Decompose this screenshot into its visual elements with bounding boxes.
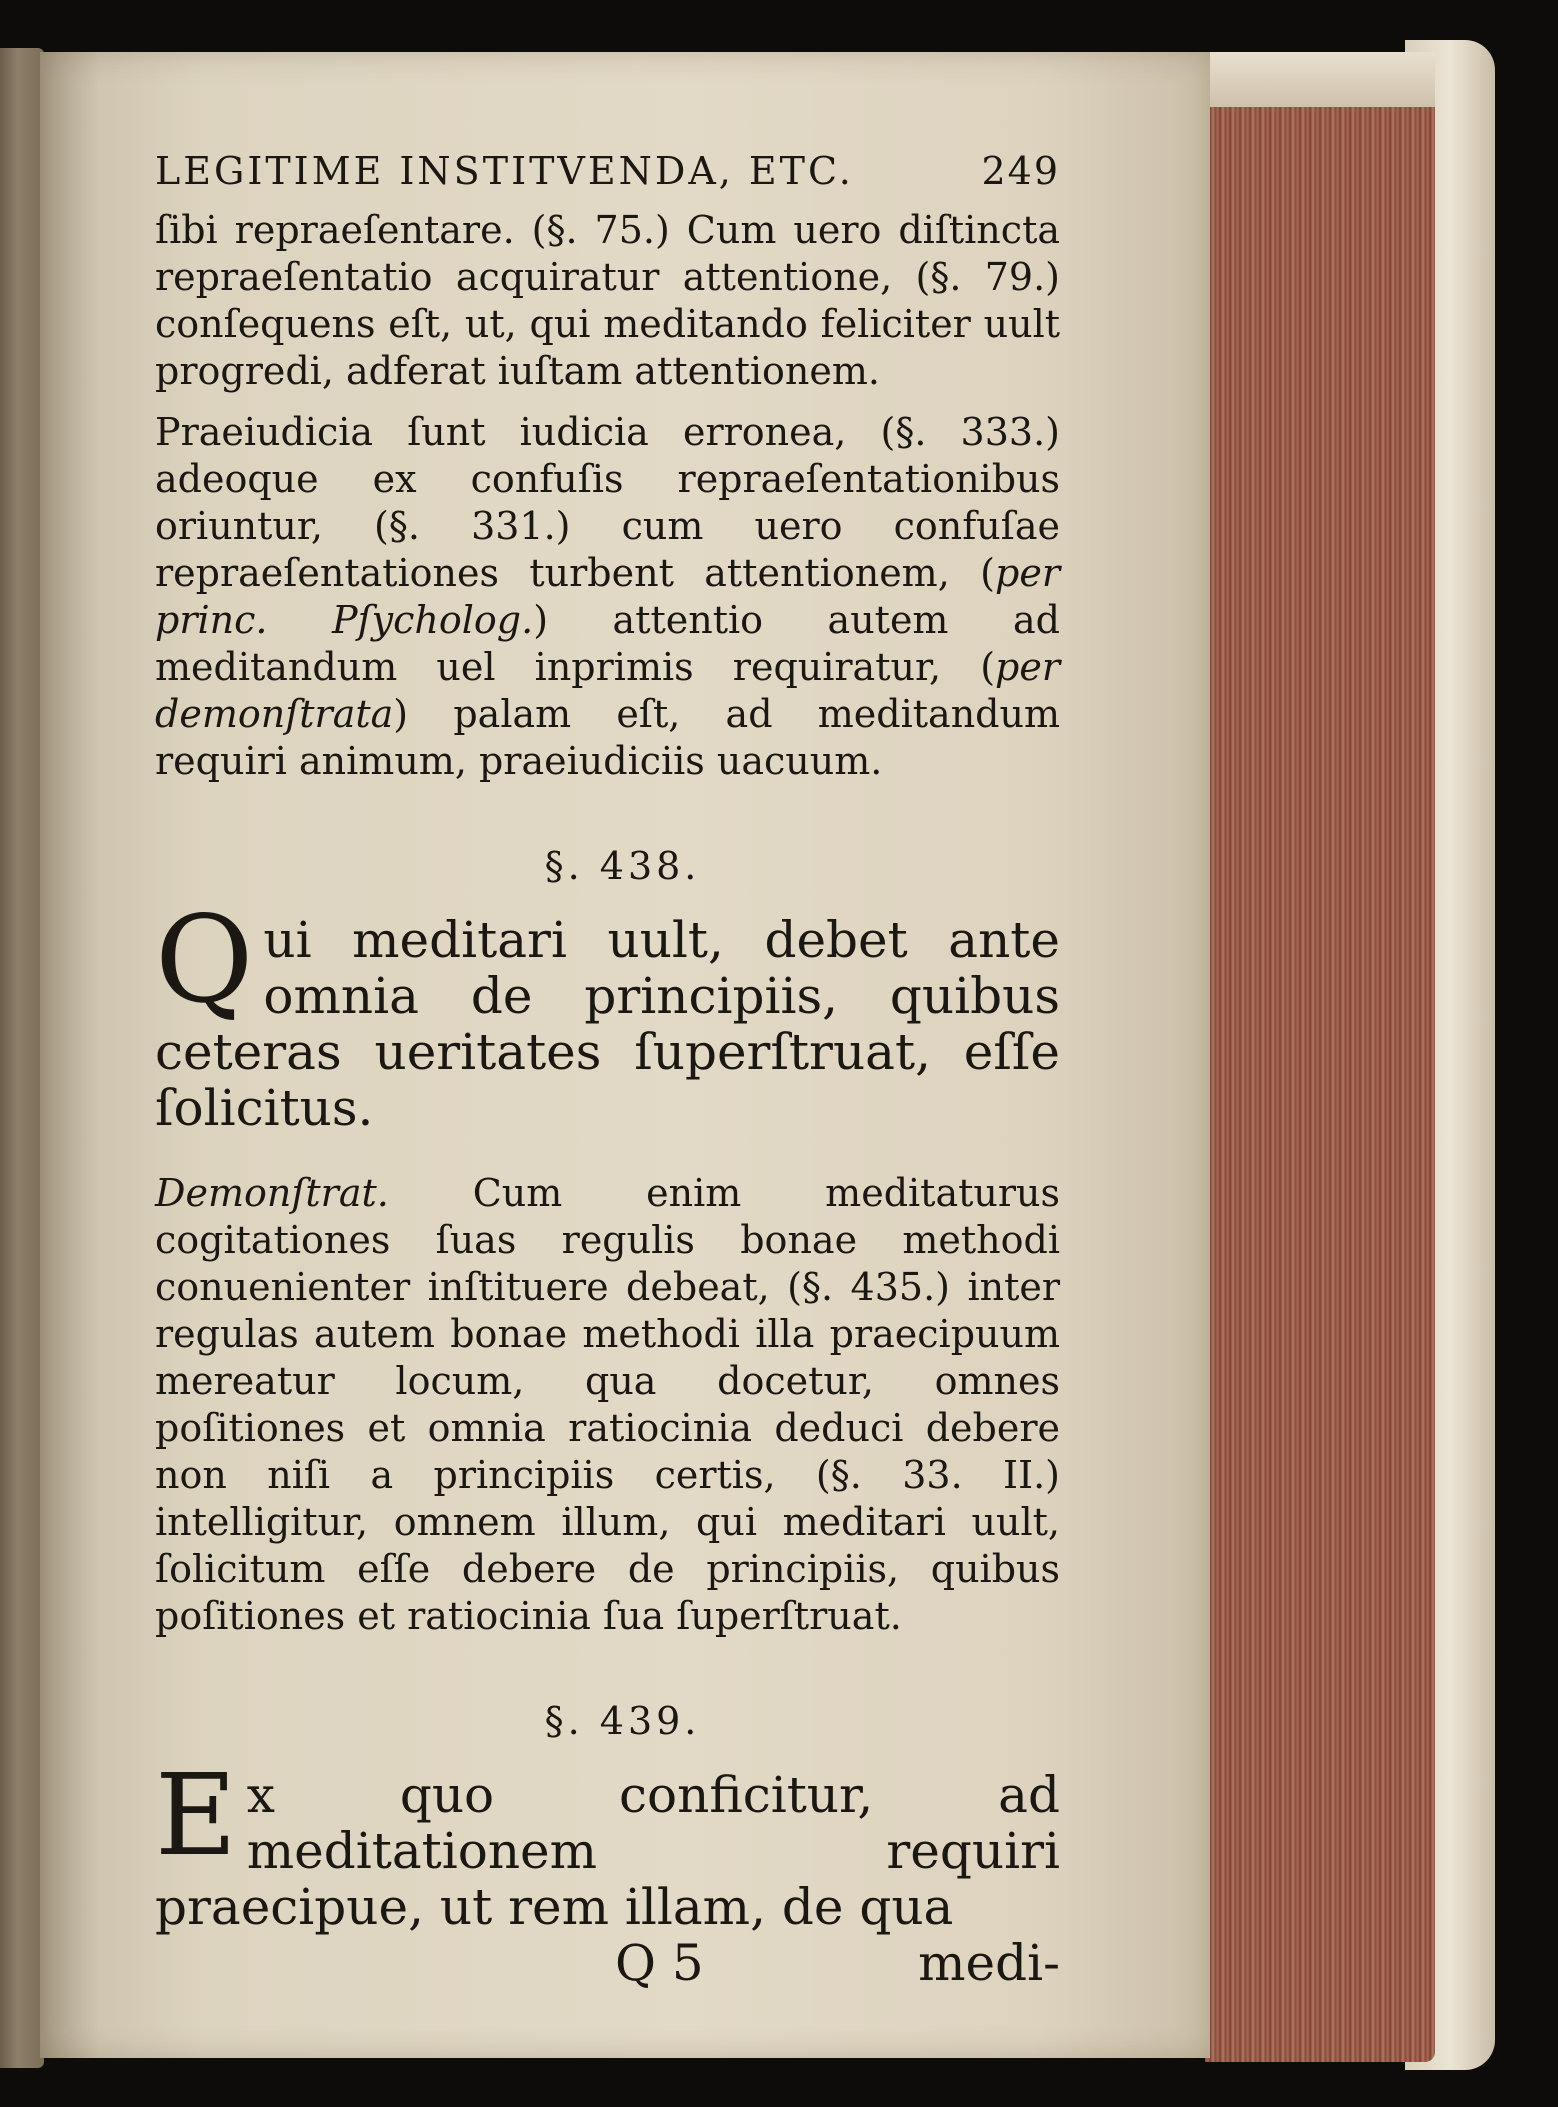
section-438-number: §. 438. — [544, 844, 701, 888]
paragraph-2-italic-b: per demonſtrata — [155, 645, 1060, 736]
facing-page-edge — [0, 48, 44, 2068]
paragraph-2-part-a: Praeiudicia ſunt iudicia erronea, (§. 333.) adeoque ex confuſis repraeſentationibus oriuntur, (§. 331.) cum uero confuſae repraeſentationes turbent attentionem, ( — [155, 410, 1060, 595]
dropcap-q: Q — [155, 891, 254, 1030]
catchword: medi- — [918, 1934, 1060, 1992]
signature-mark: Q 5 — [615, 1934, 704, 1992]
running-head — [155, 148, 1060, 195]
demonstration-paragraph — [155, 1170, 1060, 1640]
demonstration-label: Demonſtrat. — [155, 1171, 389, 1215]
paragraph-1: ſibi repraeſentare. (§. 75.) Cum uero diſtincta repraeſentatio acquiratur attentione, (§. 79.) conſequens eſt, ut, qui meditando feliciter uult progredi, adferat iuſtam attentionem. — [155, 208, 1060, 393]
demonstration-text: Cum enim meditaturus cogitationes ſuas regulis bonae methodi conuenienter inſtituere debeat, (§. 435.) inter regulas autem bonae methodi illa praecipuum mereatur locum, qua docetur, omnes poſitiones et omnia ratiocinia deduci debere non niſi a principiis certis, (§. 33. II.) intelligitur, omnem illum, qui meditari uult, ſolicitum eſſe debere de principiis, quibus poſitiones et ratiocinia ſua ſuperſtruat. — [155, 1171, 1060, 1638]
dropcap-e: E — [155, 1751, 237, 1881]
paragraph-2-part-b: ) attentio autem ad meditandum uel inprimis requiratur, ( — [155, 598, 1060, 689]
section-439-number: §. 439. — [544, 1699, 701, 1743]
running-head-title: LEGITIME INSTITVENDA, ETC. — [155, 149, 854, 193]
section-439-statement — [155, 1751, 1060, 1936]
paragraph-2 — [155, 409, 1060, 785]
page-text — [155, 148, 1060, 1991]
section-439-text: x quo conficitur, ad meditationem requiri praecipue, ut rem illam, de qua — [155, 1766, 1060, 1936]
page-number: 249 — [981, 149, 1060, 193]
page-footer — [155, 1935, 1060, 1991]
section-438-text: ui meditari uult, debet ante omnia de principiis, quibus ceteras ueritates ſuperſtruat, eſſe ſolicitus. — [155, 911, 1060, 1137]
section-438-statement — [155, 891, 1060, 1137]
paragraph-2-part-c: ) palam eſt, ad meditandum requiri animum, praeiudiciis uacuum. — [155, 692, 1060, 783]
paragraph-2-italic-a: per princ. Pſycholog. — [155, 551, 1060, 642]
page-edges — [1205, 52, 1435, 2062]
